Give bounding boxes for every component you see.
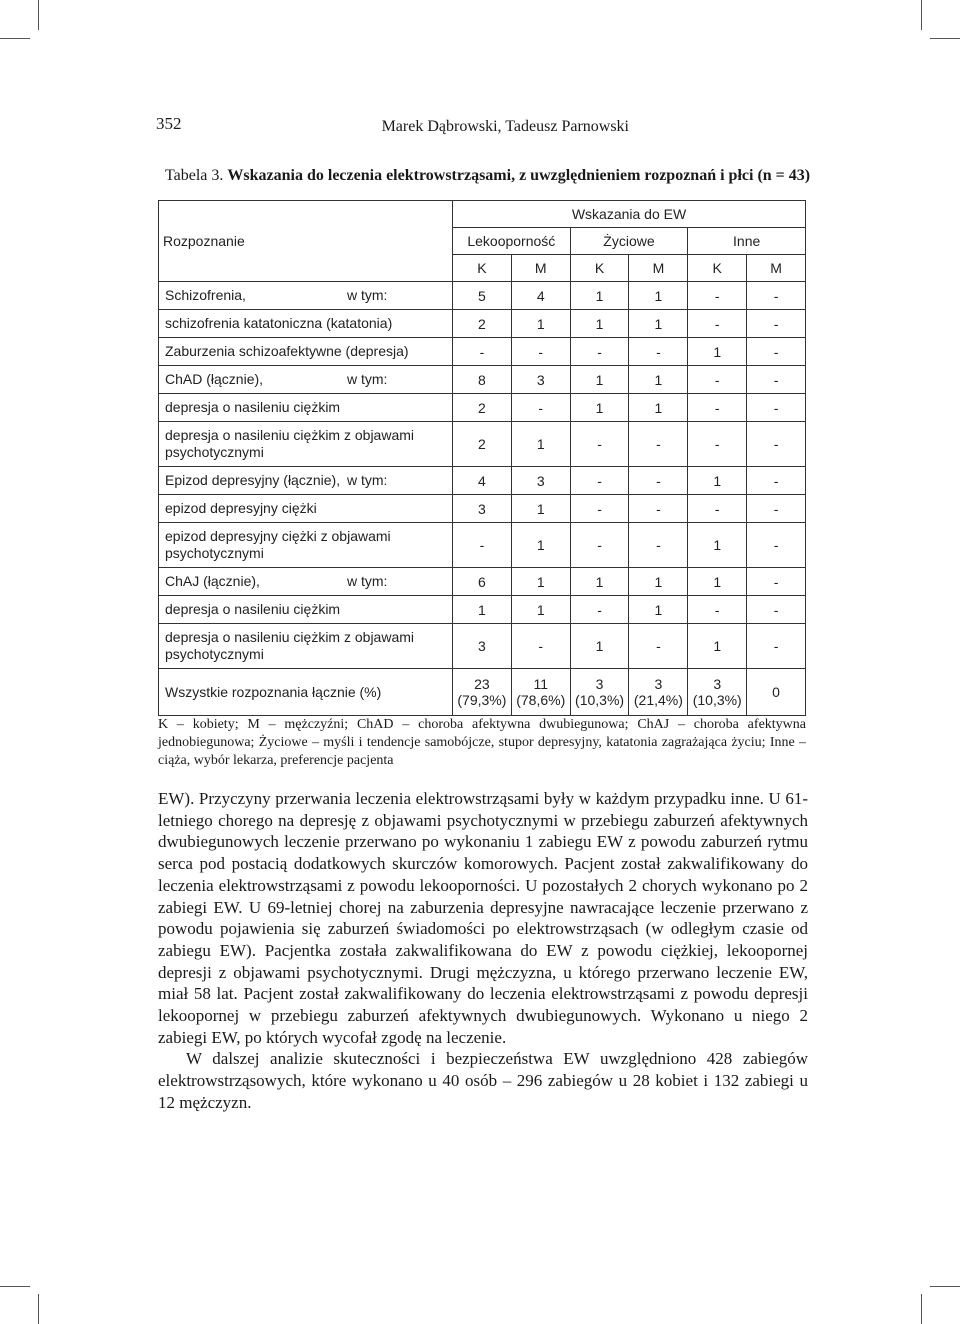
sex-header: K	[453, 255, 512, 282]
category-header: Lekooporność	[453, 228, 571, 255]
body-text	[158, 788, 808, 1114]
value-cell: 1	[629, 394, 688, 422]
value-cell: 1	[511, 495, 570, 523]
crop-mark	[921, 1294, 922, 1324]
value-cell: 1	[453, 596, 512, 624]
value-cell: -	[747, 624, 806, 669]
row-label-note: w tym:	[347, 287, 388, 303]
paragraph: W dalszej analizie skuteczności i bezpieczeństwa EW uwzględniono 428 zabiegów elektrowstrząsowych, które wykonano u 40 osób – 296 zabiegów u 28 kobiet i 132 zabiegi u 12 mężczyzn.	[158, 1049, 808, 1112]
row-label	[159, 568, 453, 596]
row-label-note: w tym:	[347, 472, 388, 488]
value-cell: -	[570, 422, 629, 467]
value-cell: -	[570, 338, 629, 366]
crop-mark	[930, 38, 960, 39]
total-row	[159, 669, 806, 716]
value-cell: 1	[629, 310, 688, 338]
crop-mark	[921, 0, 922, 30]
value-cell: 1	[629, 568, 688, 596]
value-cell: -	[747, 467, 806, 495]
row-label	[159, 282, 453, 310]
value-cell: -	[688, 596, 747, 624]
value-cell: 1	[570, 310, 629, 338]
table-row	[159, 282, 806, 310]
value-cell: 3	[453, 495, 512, 523]
crop-mark	[38, 0, 39, 30]
value-cell: 4	[453, 467, 512, 495]
table-legend: K – kobiety; M – mężczyźni; ChAD – choroba afektywna dwubiegunowa; ChAJ – choroba afektywna jednobiegunowa; Życiowe – myśli i tendencje samobójcze, stupor depresyjny, katatonia zagrażająca życiu; Inne – ciąża, wybór lekarza, preferencje pacjenta	[158, 717, 806, 768]
value-cell: 1	[688, 338, 747, 366]
row-label: Zaburzenia schizoafektywne (depresja)	[159, 338, 453, 366]
row-label: epizod depresyjny ciężki	[159, 495, 453, 523]
table-row	[159, 422, 806, 467]
total-cell: 23 (79,3%)	[453, 669, 512, 716]
crop-mark	[930, 1286, 960, 1287]
table-caption-label: Tabela 3.	[165, 167, 224, 184]
value-cell: -	[511, 338, 570, 366]
value-cell: 2	[453, 422, 512, 467]
value-cell: 1	[629, 366, 688, 394]
value-cell: -	[747, 394, 806, 422]
value-cell: -	[747, 596, 806, 624]
sex-header: K	[570, 255, 629, 282]
row-label	[159, 366, 453, 394]
diagnosis-header: Rozpoznanie	[159, 201, 453, 282]
table-row	[159, 310, 806, 338]
value-cell: -	[629, 523, 688, 568]
value-cell: -	[747, 422, 806, 467]
crop-mark	[0, 38, 30, 39]
page-number: 352	[156, 114, 182, 133]
value-cell: -	[511, 624, 570, 669]
total-cell: 11 (78,6%)	[511, 669, 570, 716]
row-label: depresja o nasileniu ciężkim	[159, 394, 453, 422]
value-cell: 1	[570, 624, 629, 669]
value-cell: 1	[511, 523, 570, 568]
table-row	[159, 624, 806, 669]
value-cell: -	[629, 467, 688, 495]
value-cell: -	[511, 394, 570, 422]
value-cell: -	[747, 495, 806, 523]
crop-mark	[0, 1286, 30, 1287]
value-cell: 4	[511, 282, 570, 310]
value-cell: 1	[511, 310, 570, 338]
value-cell: 2	[453, 394, 512, 422]
row-label: schizofrenia katatoniczna (katatonia)	[159, 310, 453, 338]
table-caption-title: Wskazania do leczenia elektrowstrząsami, z uwzględnieniem rozpoznań i płci (n = 43)	[227, 167, 811, 184]
table-row	[159, 495, 806, 523]
running-head: Marek Dąbrowski, Tadeusz Parnowski	[381, 118, 629, 135]
value-cell: -	[570, 523, 629, 568]
row-label: Wszystkie rozpoznania łącznie (%)	[159, 669, 453, 716]
value-cell: -	[629, 422, 688, 467]
total-cell: 3 (21,4%)	[629, 669, 688, 716]
table-caption	[165, 167, 810, 185]
value-cell: -	[688, 422, 747, 467]
value-cell: -	[688, 495, 747, 523]
value-cell: 1	[511, 422, 570, 467]
total-cell: 3 (10,3%)	[570, 669, 629, 716]
row-label-note: w tym:	[347, 573, 388, 589]
value-cell: 8	[453, 366, 512, 394]
total-cell: 3 (10,3%)	[688, 669, 747, 716]
value-cell: 1	[511, 568, 570, 596]
sex-header: M	[747, 255, 806, 282]
value-cell: 2	[453, 310, 512, 338]
value-cell: 3	[453, 624, 512, 669]
value-cell: -	[688, 394, 747, 422]
value-cell: 1	[570, 282, 629, 310]
value-cell: -	[629, 495, 688, 523]
value-cell: -	[453, 523, 512, 568]
value-cell: 5	[453, 282, 512, 310]
value-cell: 1	[688, 467, 747, 495]
value-cell: 1	[570, 394, 629, 422]
category-header: Życiowe	[570, 228, 688, 255]
value-cell: -	[747, 310, 806, 338]
table-row	[159, 568, 806, 596]
value-cell: -	[629, 338, 688, 366]
value-cell: -	[570, 467, 629, 495]
value-cell: -	[453, 338, 512, 366]
row-label: depresja o nasileniu ciężkim z objawami psychotycznymi	[159, 624, 453, 669]
indications-table-wrap	[158, 200, 806, 716]
row-label: epizod depresyjny ciężki z objawami psychotycznymi	[159, 523, 453, 568]
value-cell: -	[688, 310, 747, 338]
indications-group-header: Wskazania do EW	[453, 201, 806, 228]
row-label-text: ChAD (łącznie),	[165, 371, 264, 387]
value-cell: -	[747, 338, 806, 366]
value-cell: 1	[629, 282, 688, 310]
paragraph: EW). Przyczyny przerwania leczenia elektrowstrząsami były w każdym przypadku inne. U 61-letniego chorego na depresję z objawami psychotycznymi w przebiegu zaburzeń afektywnych dwubiegunowych leczenie przerwano po wykonaniu 1 zabiegu EW z powodu zaburzeń rytmu serca pod postacią dodatkowych skurczów komorowych. Pacjent został zakwalifikowany do leczenia elektrowstrząsami z powodu lekooporności. U pozostałych 2 chorych wykonano po 2 zabiegi EW. U 69-letniej chorej na zaburzenia depresyjne nawracające leczenie przerwano z powodu pojawienia się zaburzeń świadomości po elektrowstrząsach (w odległym czasie od zabiegu EW). Pacjentka została zakwalifikowana do EW z powodu ciężkiej, lekoopornej depresji z objawami psychotycznymi. Drugi mężczyzna, u którego przerwano leczenie EW, miał 58 lat. Pacjent został zakwalifikowany do leczenia elektrowstrząsami z powodu depresji lekoopornej w przebiegu zaburzeń afektywnych dwubiegunowych. Wykonano u niego 2 zabiegi EW, po których wycofał zgodę na leczenie.	[158, 789, 808, 1047]
sex-header: K	[688, 255, 747, 282]
value-cell: -	[570, 495, 629, 523]
value-cell: 1	[570, 366, 629, 394]
table-row	[159, 596, 806, 624]
value-cell: 1	[511, 596, 570, 624]
value-cell: 6	[453, 568, 512, 596]
indications-table	[158, 200, 806, 716]
value-cell: -	[747, 366, 806, 394]
value-cell: -	[688, 366, 747, 394]
value-cell: 1	[570, 568, 629, 596]
sex-header: M	[511, 255, 570, 282]
table-row	[159, 467, 806, 495]
table-row	[159, 394, 806, 422]
row-label	[159, 467, 453, 495]
value-cell: 3	[511, 366, 570, 394]
category-header: Inne	[688, 228, 806, 255]
value-cell: -	[570, 596, 629, 624]
row-label: depresja o nasileniu ciężkim	[159, 596, 453, 624]
value-cell: 1	[629, 596, 688, 624]
value-cell: 3	[511, 467, 570, 495]
value-cell: 1	[688, 523, 747, 568]
row-label: depresja o nasileniu ciężkim z objawami psychotycznymi	[159, 422, 453, 467]
sex-header: M	[629, 255, 688, 282]
value-cell: 1	[688, 568, 747, 596]
row-label-note: w tym:	[347, 371, 388, 387]
value-cell: 1	[688, 624, 747, 669]
table-row	[159, 523, 806, 568]
value-cell: -	[747, 568, 806, 596]
value-cell: -	[747, 282, 806, 310]
table-row	[159, 338, 806, 366]
value-cell: -	[747, 523, 806, 568]
total-cell: 0	[747, 669, 806, 716]
row-label-text: Epizod depresyjny (łącznie),	[165, 472, 341, 488]
row-label-text: Schizofrenia,	[165, 287, 246, 303]
crop-mark	[38, 1294, 39, 1324]
value-cell: -	[629, 624, 688, 669]
table-row	[159, 366, 806, 394]
value-cell: -	[688, 282, 747, 310]
row-label-text: ChAJ (łącznie),	[165, 573, 260, 589]
